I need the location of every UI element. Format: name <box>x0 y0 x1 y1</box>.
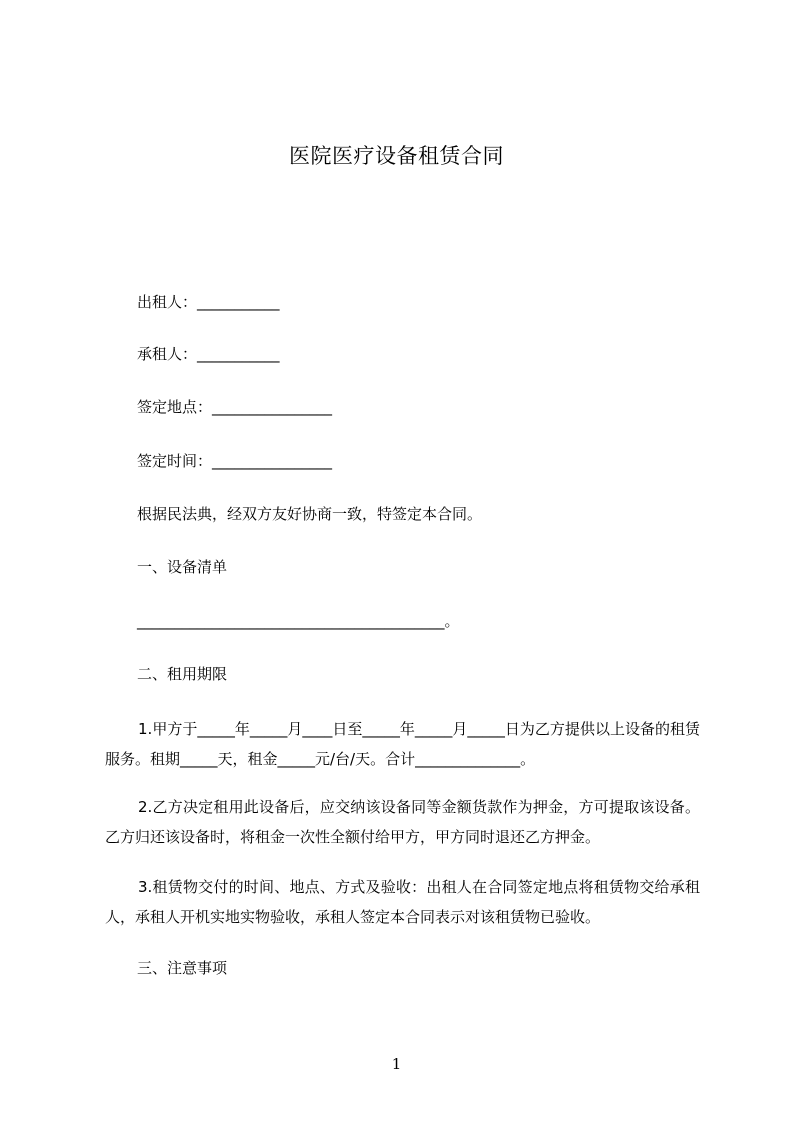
sign-time-field: 签定时间：________________ <box>137 452 333 470</box>
equipment-list-blank: _________________________________________。 <box>137 612 460 630</box>
lessor-field: 出租人：___________ <box>137 293 280 311</box>
section-1-heading: 一、设备清单 <box>137 558 228 576</box>
document-title: 医院医疗设备租赁合同 <box>289 144 504 168</box>
page-number: 1 <box>391 1055 402 1073</box>
clause-1: 1.甲方于_____年_____月____日至_____年_____月_____日为乙方提供以上设备的租赁服务。租期_____天，租金_____元/台/天。合计______________。 <box>105 720 700 768</box>
section-2-heading: 二、租用期限 <box>137 665 228 683</box>
lessee-field: 承租人：___________ <box>137 345 280 363</box>
clause-2: 2.乙方决定租用此设备后，应交纳该设备同等金额货款作为押金，方可提取该设备。乙方归还该设备时，将租金一次性全额付给甲方，甲方同时退还乙方押金。 <box>105 798 700 846</box>
preamble-text: 根据民法典，经双方友好协商一致，特签定本合同。 <box>137 505 483 523</box>
section-3-heading: 三、注意事项 <box>137 959 228 977</box>
sign-place-field: 签定地点：________________ <box>137 398 333 416</box>
clause-3: 3.租赁物交付的时间、地点、方式及验收：出租人在合同签定地点将租赁物交给承租人，承租人开机实地实物验收，承租人签定本合同表示对该租赁物已验收。 <box>105 878 700 926</box>
